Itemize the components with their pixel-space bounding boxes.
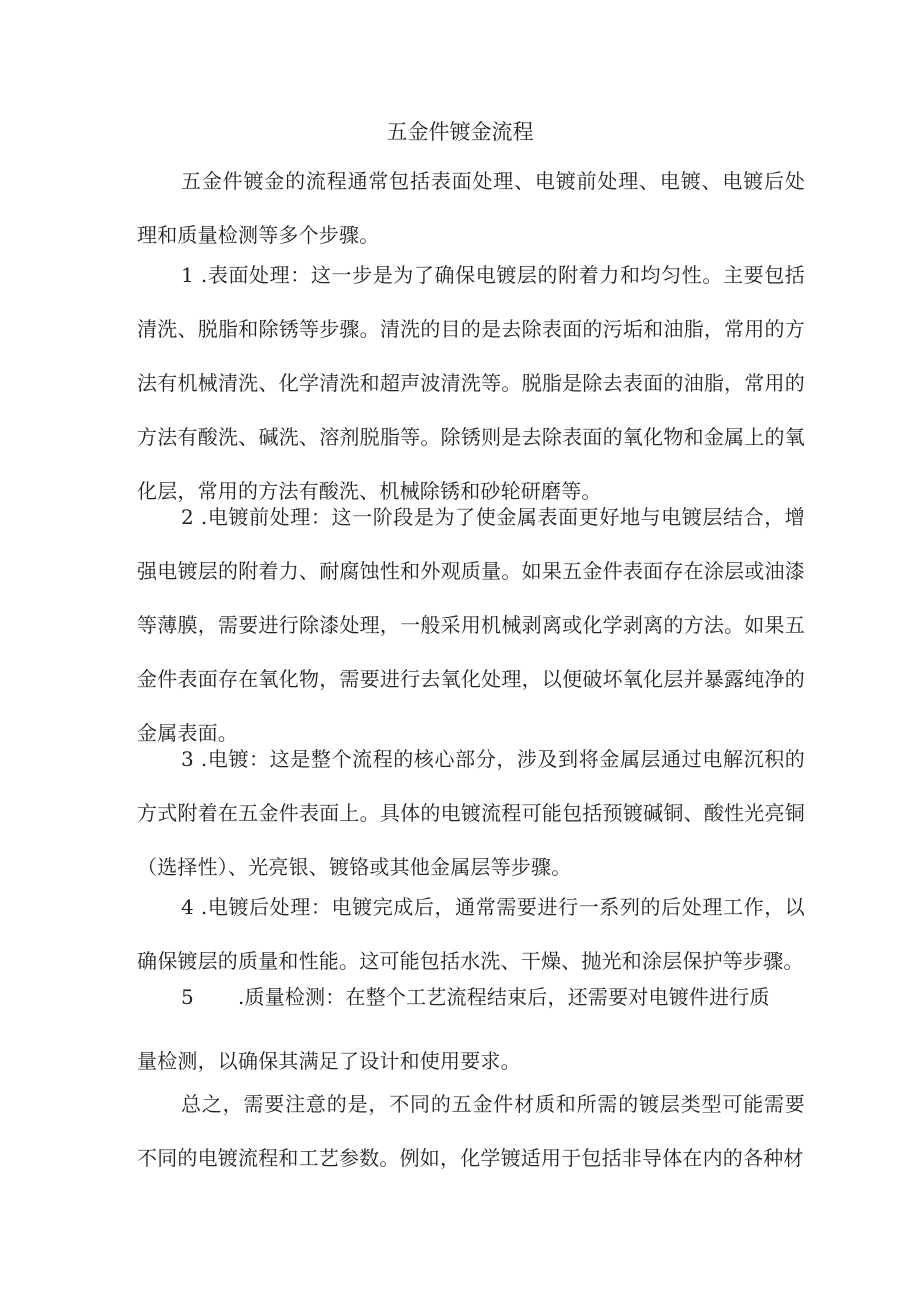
step-5-number: 5 [181, 985, 194, 1009]
summary-paragraph: 总之，需要注意的是，不同的五金件材质和所需的镀层类型可能需要不同的电镀流程和工艺参数。例如，化学镀适用于包括非导体在内的各种材 [137, 1092, 805, 1170]
step-1-surface-treatment-paragraph: 1 .表面处理：这一步是为了确保电镀层的附着力和均匀性。主要包括清洗、脱脂和除锈等步骤。清洗的目的是去除表面的污垢和油脂，常用的方法有机械清洗、化学清洗和超声波清洗等。脱脂是除去表面的油脂，常用的方法有酸洗、碱洗、溶剂脱脂等。除锈则是去除表面的氧化物和金属上的氧化层，常用的方法有酸洗、机械除锈和砂轮研磨等。 [137, 263, 805, 503]
step-3-electroplating-paragraph: 3 .电镀：这是整个流程的核心部分，涉及到将金属层通过电解沉积的方式附着在五金件表面上。具体的电镀流程可能包括预镀碱铜、酸性光亮铜（选择性）、光亮银、镀铬或其他金属层等步骤。 [137, 747, 805, 879]
step-4-post-plating-paragraph: 4 .电镀后处理：电镀完成后，通常需要进行一系列的后处理工作，以确保镀层的质量和性能。这可能包括水洗、干燥、抛光和涂层保护等步骤。 [137, 895, 805, 973]
document-title: 五金件镀金流程 [386, 120, 534, 144]
intro-paragraph: 五金件镀金的流程通常包括表面处理、电镀前处理、电镀、电镀后处理和质量检测等多个步骤。 [137, 169, 805, 247]
step-5-first-line [137, 970, 805, 1024]
step-5-line-2-text: 量检测，以确保其满足了设计和使用要求。 [137, 1049, 521, 1073]
step-5-line-1-text: .质量检测：在整个工艺流程结束后，还需要对电镀件进行质 [237, 985, 770, 1009]
step-5-quality-inspection-paragraph [137, 970, 805, 1088]
step-2-pre-plating-paragraph: 2 .电镀前处理：这一阶段是为了使金属表面更好地与电镀层结合，增强电镀层的附着力、耐腐蚀性和外观质量。如果五金件表面存在涂层或油漆等薄膜，需要进行除漆处理，一般采用机械剥离或化学剥离的方法。如果五金件表面存在氧化物，需要进行去氧化处理，以便破坏氧化层并暴露纯净的金属表面。 [137, 505, 805, 745]
